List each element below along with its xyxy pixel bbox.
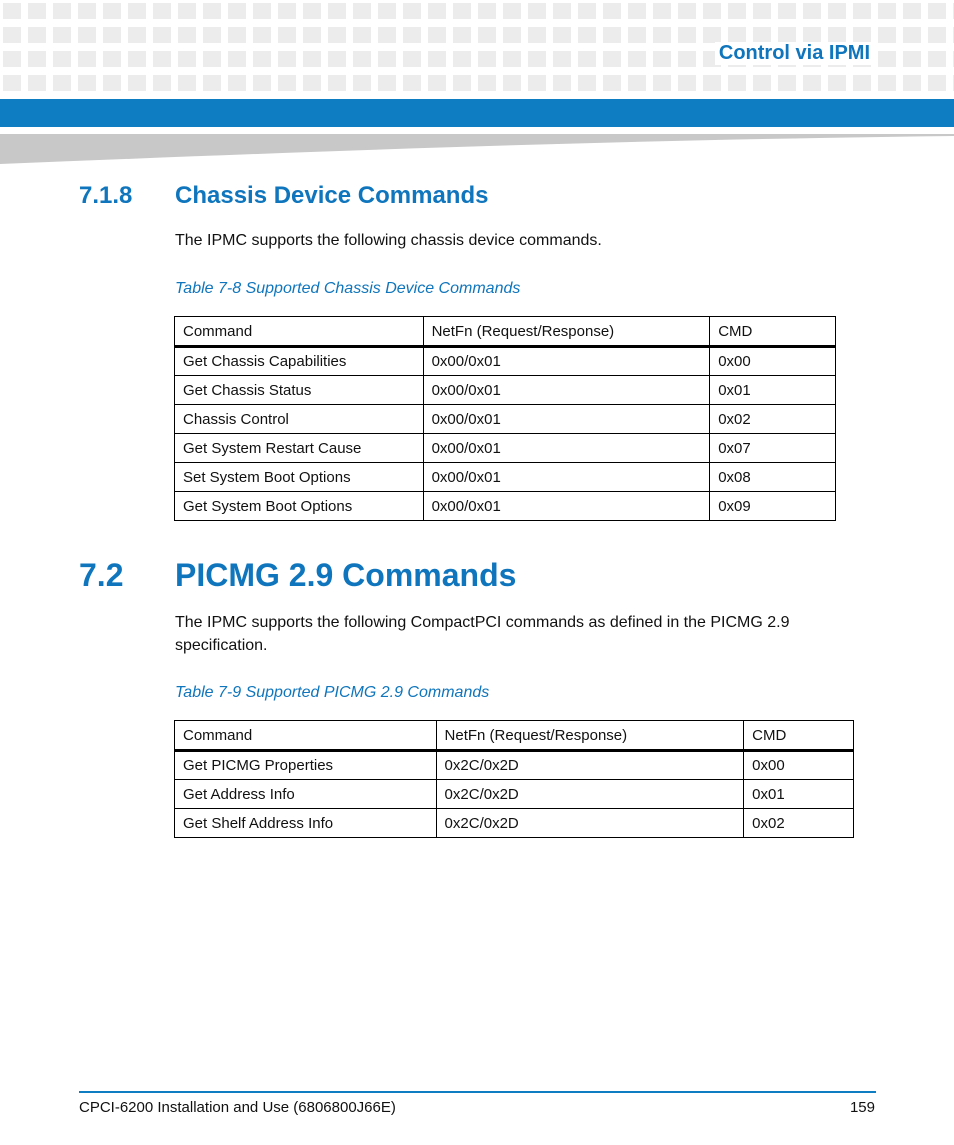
table-row <box>175 809 854 838</box>
table-row <box>175 780 854 809</box>
section-title: PICMG 2.9 Commands <box>175 557 517 593</box>
table-header-cell: Command <box>175 317 424 347</box>
section-title: Chassis Device Commands <box>175 182 489 209</box>
table-cell: Get System Boot Options <box>175 492 424 521</box>
table-cell: 0x00/0x01 <box>423 376 710 405</box>
table-cell: Get Chassis Capabilities <box>175 347 424 376</box>
table-cell: 0x01 <box>744 780 854 809</box>
picmg-commands-table <box>174 720 854 838</box>
table-cell: 0x00/0x01 <box>423 347 710 376</box>
table-header-cell: CMD <box>710 317 836 347</box>
table-cell: 0x07 <box>710 434 836 463</box>
table-row <box>175 376 836 405</box>
chassis-commands-table <box>174 316 836 521</box>
table-row <box>175 492 836 521</box>
footer-rule <box>79 1091 876 1093</box>
header-grey-swoosh <box>0 128 954 164</box>
table-cell: 0x08 <box>710 463 836 492</box>
table-cell: 0x2C/0x2D <box>436 780 744 809</box>
table-row <box>175 347 836 376</box>
section-number: 7.1.8 <box>79 182 133 209</box>
table-header-cell: NetFn (Request/Response) <box>423 317 710 347</box>
table-cell: Get Shelf Address Info <box>175 809 437 838</box>
section-heading-7-2 <box>79 557 516 594</box>
table-row <box>175 751 854 780</box>
table-header-cell: CMD <box>744 721 854 751</box>
table-header-row <box>175 317 836 347</box>
section-number: 7.2 <box>79 557 124 593</box>
footer-document-title: CPCI-6200 Installation and Use (6806800J66E) <box>79 1099 396 1116</box>
table-cell: Get Chassis Status <box>175 376 424 405</box>
table-cell: Get PICMG Properties <box>175 751 437 780</box>
table-cell: 0x00 <box>710 347 836 376</box>
table-cell: 0x02 <box>710 405 836 434</box>
table-cell: 0x01 <box>710 376 836 405</box>
table-cell: 0x09 <box>710 492 836 521</box>
table-header-row <box>175 721 854 751</box>
section-intro-line: specification. <box>175 637 268 654</box>
table-row <box>175 434 836 463</box>
section-heading-7-1-8 <box>79 182 488 210</box>
table-row <box>175 463 836 492</box>
table-caption: Table 7-8 Supported Chassis Device Commands <box>175 280 521 297</box>
table-cell: Set System Boot Options <box>175 463 424 492</box>
section-intro: The IPMC supports the following chassis device commands. <box>175 232 602 249</box>
table-cell: Chassis Control <box>175 405 424 434</box>
table-caption: Table 7-9 Supported PICMG 2.9 Commands <box>175 684 490 701</box>
table-cell: 0x2C/0x2D <box>436 751 744 780</box>
section-intro-line: The IPMC supports the following CompactPCI commands as defined in the PICMG 2.9 <box>175 614 790 631</box>
header-blue-bar <box>0 99 954 127</box>
table-header-cell: Command <box>175 721 437 751</box>
section-intro <box>175 611 790 657</box>
table-cell: 0x2C/0x2D <box>436 809 744 838</box>
table-cell: Get System Restart Cause <box>175 434 424 463</box>
table-cell: Get Address Info <box>175 780 437 809</box>
table-cell: 0x00 <box>744 751 854 780</box>
running-header-title: Control via IPMI <box>715 42 874 65</box>
table-row <box>175 405 836 434</box>
table-cell: 0x00/0x01 <box>423 463 710 492</box>
table-header-cell: NetFn (Request/Response) <box>436 721 744 751</box>
table-cell: 0x00/0x01 <box>423 492 710 521</box>
table-cell: 0x02 <box>744 809 854 838</box>
table-cell: 0x00/0x01 <box>423 405 710 434</box>
footer-page-number: 159 <box>849 1099 875 1116</box>
table-cell: 0x00/0x01 <box>423 434 710 463</box>
